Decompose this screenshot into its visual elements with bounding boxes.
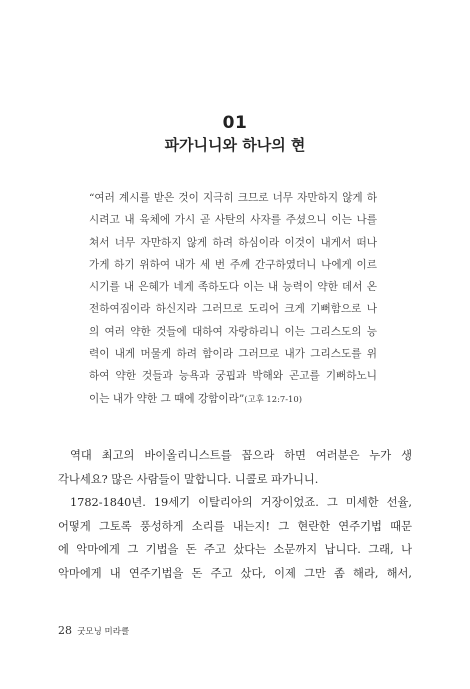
chapter-title: 파가니니와 하나의 현 [164, 136, 306, 154]
quote-line: 하여 약한 것들과 능욕과 궁핍과 박해와 곤고를 기뻐하노니 [89, 370, 377, 383]
body-line: 어떻게 그토록 풍성하게 소리를 내는지! 그 현란한 연주기법 때문 [58, 519, 412, 533]
quote-citation: (고후 12:7-10) [244, 393, 302, 404]
quote-line: 쳐서 너무 자만하지 않게 하려 하심이라 이것이 내게서 떠나 [89, 236, 377, 249]
body-line: 에 악마에게 그 기법을 돈 주고 샀다는 소문까지 납니다. 그래, 나 [58, 543, 412, 557]
body-line: 각나세요? 많은 사람들이 말합니다. 니콜로 파가니니. [58, 472, 319, 486]
scripture-quote [89, 187, 377, 410]
chapter-number: 01 [222, 113, 248, 133]
page-footer [58, 624, 129, 637]
body-line: 악마에게 내 연주기법을 돈 주고 샀다, 이제 그만 좀 해라, 해서, [58, 566, 412, 580]
quote-line: “여러 계시를 받은 것이 지극히 크므로 너무 자만하지 않게 하 [89, 192, 377, 204]
body-line: 역대 최고의 바이올리니스트를 꼽으라 하면 여러분은 누가 생 [70, 449, 412, 462]
quote-line: 시기를 내 은혜가 네게 족하도다 이는 내 능력이 약한 데서 온 [89, 281, 377, 294]
quote-last-line [89, 388, 377, 410]
quote-line: 의 여러 약한 것들에 대하여 자랑하리니 이는 그리스도의 능 [89, 325, 377, 338]
quote-line: 시려고 내 육체에 가시 곧 사탄의 사자를 주셨으니 이는 나를 [89, 214, 377, 227]
quote-line: 력이 내게 머물게 하려 함이라 그러므로 내가 그리스도를 위 [89, 348, 377, 361]
body-line: 1782-1840년. 19세기 이탈리아의 거장이었죠. 그 미세한 선율, [70, 496, 412, 510]
quote-line: 이는 내가 약한 그 때에 강함이라” [89, 392, 245, 405]
page-number: 28 [58, 624, 72, 637]
quote-line: 가게 하기 위하여 내가 세 번 주께 간구하였더니 나에게 이르 [89, 258, 377, 271]
quote-line: 전하여짐이라 하신지라 그러므로 도리어 크게 기뻐함으로 나 [89, 303, 377, 316]
running-book-title: 굿모닝 미라클 [77, 627, 130, 637]
body-text [58, 444, 412, 586]
